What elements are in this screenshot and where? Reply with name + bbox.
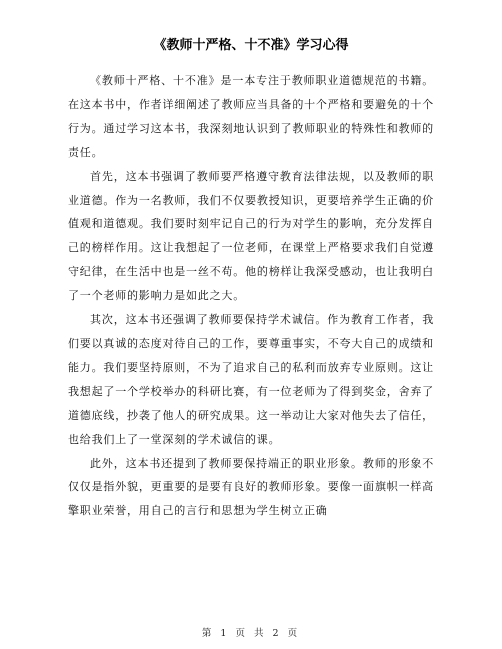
document-body — [68, 69, 434, 523]
paragraph-1: 《教师十严格、十不准》是一本专注于教师职业道德规范的书籍。在这本书中，作者详细阐述了教师应当具备的十个严格和要避免的十个行为。通过学习这本书，我深刻地认识到了教师职业的特殊性和教师的责任。 — [68, 74, 434, 159]
document-title: 《教师十严格、十不准》学习心得 — [153, 38, 349, 53]
paragraph-4: 此外，这本书还提到了教师要保持端正的职业形象。教师的形象不仅仅是指外貌，更重要的是要有良好的教师形象。要像一面旗帜一样高擎职业荣誉，用自己的言行和思想为学生树立正确 — [68, 456, 434, 518]
page-number-footer: 第 1 页 共 2 页 — [201, 628, 301, 639]
paragraph-3: 其次，这本书还强调了教师要保持学术诚信。作为教育工作者，我们要以真诚的态度对待自己的工作，要尊重事实，不夸大自己的成绩和能力。我们要坚持原则，不为了追求自己的私利而放弃专业原则。这让我想起了一个学校举办的科研比赛，有一位老师为了得到奖金，舍弃了道德底线，抄袭了他人的研究成果。这一举动让大家对他失去了信任，也给我们上了一堂深刻的学术诚信的课。 — [68, 313, 434, 446]
paragraph-2: 首先，这本书强调了教师要严格遵守教育法律法规，以及教师的职业道德。作为一名教师，我们不仅要教授知识，更要培养学生正确的价值观和道德观。我们要时刻牢记自己的行为对学生的影响，充分发挥自己的榜样作用。这让我想起了一位老师，在课堂上严格要求我们自觉遵守纪律，在生活中也是一丝不苟。他的榜样让我深受感动，也让我明白了一个老师的影响力是如此之大。 — [68, 169, 434, 303]
